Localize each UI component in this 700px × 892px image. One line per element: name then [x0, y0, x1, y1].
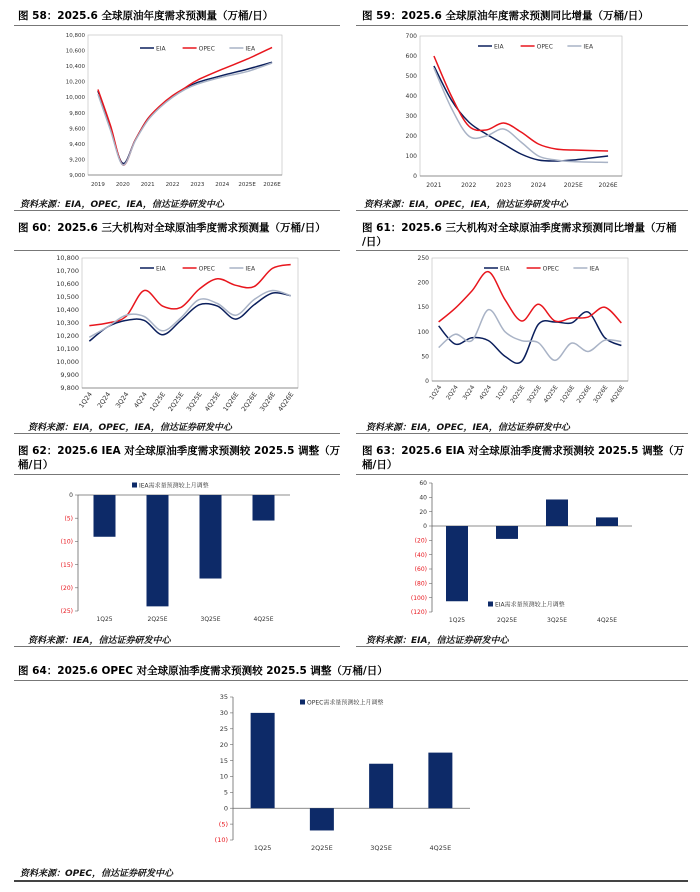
fig60-ytick-label: 10,200	[56, 332, 79, 340]
fig58-ytick-label: 10,000	[65, 95, 85, 102]
fig59-xtick-label: 2025E	[563, 182, 583, 189]
fig64-ytick-label: 5	[223, 788, 228, 797]
fig58-ytick-label: 10,200	[65, 79, 85, 86]
fig62-bar-1q25	[94, 495, 116, 537]
fig62-title-rule	[14, 474, 340, 475]
fig61-xtick-label: 1Q24	[428, 384, 444, 402]
fig59-title: 图 59：2025.6 全球原油年度需求预测同比增量（万桶/日）	[362, 10, 649, 22]
fig60-ytick-label: 10,100	[56, 345, 79, 353]
fig60-title: 图 60：2025.6 三大机构对全球原油季度需求预测量（万桶/日）	[18, 222, 326, 234]
fig63-ytick-label: (120)	[410, 609, 427, 617]
fig64-xtick-label: 4Q25E	[429, 844, 452, 852]
fig62-title: 图 62：2025.6 IEA 对全球原油季度需求预测较 2025.5 调整（万	[18, 445, 341, 457]
fig63-chart	[390, 478, 640, 628]
fig60-source-rule	[14, 433, 340, 434]
fig61-series-iea-line	[439, 310, 622, 361]
fig58-source-rule	[14, 210, 340, 211]
fig64-legend-label: OPEC需求量预测较上月调整	[307, 699, 384, 707]
fig59-ytick-label: 400	[405, 93, 417, 100]
fig62-xtick-label: 2Q25E	[147, 616, 168, 623]
fig60-xtick-label: 4Q24	[132, 390, 149, 410]
fig63-xtick-label: 4Q25E	[597, 617, 617, 624]
fig63-ytick-label: 20	[419, 508, 427, 516]
fig60-xtick-label: 4Q26E	[276, 390, 296, 413]
fig58-xtick-label: 2021	[140, 182, 155, 188]
fig61-source: 资料来源：EIA，OPEC，IEA，信达证券研发中心	[366, 423, 570, 433]
fig64-source-rule	[14, 880, 688, 882]
fig62-legend-label: IEA需求量预测较上月调整	[139, 482, 209, 490]
fig60-chart	[48, 252, 308, 417]
fig58-xtick-label: 2020	[115, 182, 130, 188]
fig59-xtick-label: 2022	[461, 182, 477, 189]
fig59-series-opec-line	[434, 56, 608, 151]
fig62-ytick-label: 0	[69, 492, 73, 500]
fig60-ytick-label: 9,900	[60, 371, 79, 379]
fig64-ytick-label: 20	[219, 740, 228, 749]
fig58-title: 图 58：2025.6 全球原油年度需求预测量（万桶/日）	[18, 10, 274, 22]
fig59-xtick-label: 2024	[530, 182, 547, 189]
fig60-xtick-label: 1Q25E	[148, 390, 168, 413]
fig61-source-rule	[356, 433, 688, 434]
fig63-ytick-label: (20)	[414, 537, 427, 545]
fig61-xtick-label: 4Q25E	[542, 384, 560, 405]
fig64-bar-3q25e	[369, 764, 393, 808]
fig58-ytick-label: 9,800	[69, 110, 85, 117]
fig61-ytick-label: 0	[425, 378, 429, 385]
fig63-source-rule	[356, 646, 688, 647]
fig62-legend-swatch	[132, 483, 137, 488]
fig63-bar-2q25e	[496, 526, 518, 539]
fig59-legend-label-iea: IEA	[583, 43, 594, 51]
fig61-legend-label-eia: EIA	[500, 265, 510, 273]
fig60-ytick-label: 10,500	[56, 293, 79, 301]
fig63-ytick-label: (40)	[414, 551, 427, 559]
fig58-xtick-label: 2023	[190, 182, 205, 188]
fig63-bar-1q25	[446, 526, 468, 601]
fig62-bar-3q25e	[200, 495, 222, 579]
fig58-series-iea-line	[98, 63, 272, 165]
fig58-xtick-label: 2025E	[238, 182, 256, 188]
fig62-xtick-label: 3Q25E	[200, 616, 221, 623]
fig61-ytick-label: 100	[417, 328, 429, 336]
fig64-title-rule	[14, 680, 688, 681]
fig61-series-opec-line	[439, 272, 622, 323]
fig64-ytick-label: (10)	[214, 836, 228, 845]
fig61-xtick-label: 3Q26E	[592, 384, 610, 405]
fig60-ytick-label: 10,000	[56, 358, 79, 366]
fig58-xtick-label: 2024	[215, 182, 230, 188]
fig60-ytick-label: 10,400	[56, 306, 79, 314]
fig61-xtick-label: 3Q24	[461, 384, 477, 402]
fig62-xtick-label: 4Q25E	[253, 616, 274, 623]
fig61-xtick-label: 2Q25E	[509, 384, 527, 405]
fig59-source: 资料来源：EIA，OPEC，IEA，信达证券研发中心	[364, 200, 568, 210]
fig58-chart	[60, 28, 290, 193]
fig59-xtick-label: 2026E	[598, 182, 618, 189]
fig58-xtick-label: 2026E	[263, 182, 281, 188]
fig59-ytick-label: 100	[405, 153, 417, 160]
fig60-series-iea-line	[89, 290, 290, 337]
fig59-ytick-label: 700	[405, 33, 417, 40]
fig60-xtick-label: 1Q26E	[221, 390, 241, 413]
fig58-title-rule	[14, 25, 340, 26]
fig64-bar-4q25e	[428, 753, 452, 809]
fig61-xtick-label: 1Q26E	[558, 384, 577, 405]
fig64-title: 图 64：2025.6 OPEC 对全球原油季度需求预测较 2025.5 调整（万桶/日）	[18, 665, 388, 677]
fig59-ytick-label: 300	[405, 113, 417, 120]
fig64-xtick-label: 3Q25E	[370, 844, 392, 852]
fig64-ytick-label: 30	[219, 709, 228, 718]
fig63-xtick-label: 2Q25E	[497, 617, 517, 624]
fig59-xtick-label: 2021	[426, 182, 442, 189]
fig60-xtick-label: 3Q24	[113, 390, 131, 410]
fig59-xtick-label: 2023	[495, 182, 512, 189]
fig58-ytick-label: 10,400	[65, 64, 85, 71]
fig60-legend-label-opec: OPEC	[198, 265, 215, 273]
fig61-xtick-label: 2Q26E	[575, 384, 593, 405]
fig63-ytick-label: 60	[419, 480, 427, 488]
fig58-legend-label-opec: OPEC	[198, 45, 215, 53]
fig60-legend-label-iea: IEA	[245, 265, 256, 273]
fig63-legend-label: EIA需求量预测较上月调整	[495, 601, 565, 609]
fig63-bar-4q25e	[596, 517, 618, 526]
fig62-ytick-label: (5)	[64, 515, 73, 523]
fig64-ytick-label: 35	[219, 693, 228, 702]
fig63-ytick-label: 0	[423, 523, 427, 531]
fig63-source: 资料来源：EIA，信达证券研发中心	[366, 636, 509, 646]
fig58-legend-label-iea: IEA	[245, 45, 256, 53]
fig62-source-rule	[14, 646, 340, 647]
fig58-ytick-label: 9,400	[69, 141, 85, 148]
fig63-title-cont: 桶/日）	[362, 459, 398, 471]
fig63-legend-swatch	[488, 602, 493, 607]
fig59-ytick-label: 200	[405, 133, 417, 140]
fig60-source: 资料来源：EIA，OPEC，IEA，信达证券研发中心	[28, 423, 232, 433]
fig61-plot-frame	[432, 258, 628, 381]
fig59-ytick-label: 0	[413, 173, 417, 180]
fig58-ytick-label: 10,800	[65, 33, 85, 39]
fig63-bar-3q25e	[546, 499, 568, 526]
fig64-xtick-label: 2Q25E	[311, 844, 333, 852]
fig60-xtick-label: 3Q25E	[184, 390, 204, 413]
fig61-xtick-label: 3Q25E	[525, 384, 543, 405]
fig60-ytick-label: 9,800	[60, 384, 79, 392]
fig63-ytick-label: (80)	[414, 580, 427, 588]
fig61-ytick-label: 200	[417, 279, 429, 287]
fig63-ytick-label: (60)	[414, 566, 427, 574]
fig59-series-iea-line	[434, 68, 608, 162]
fig62-source: 资料来源：IEA，信达证券研发中心	[28, 636, 171, 646]
fig63-xtick-label: 3Q25E	[547, 617, 567, 624]
fig58-series-opec-line	[98, 47, 272, 165]
fig60-ytick-label: 10,600	[56, 280, 79, 288]
fig59-ytick-label: 600	[405, 53, 417, 60]
fig60-xtick-label: 1Q24	[77, 390, 94, 410]
fig64-bar-2q25e	[310, 808, 334, 830]
fig62-ytick-label: (15)	[60, 561, 73, 569]
fig58-ytick-label: 10,600	[65, 48, 85, 55]
fig64-xtick-label: 1Q25	[253, 844, 272, 852]
fig58-xtick-label: 2019	[90, 182, 105, 188]
fig63-ytick-label: 40	[419, 494, 427, 502]
fig61-legend-label-opec: OPEC	[542, 265, 559, 273]
fig62-ytick-label: (10)	[60, 538, 73, 546]
fig59-title-rule	[356, 25, 688, 26]
fig64-source: 资料来源：OPEC，信达证券研发中心	[20, 869, 174, 879]
fig64-chart	[200, 688, 480, 860]
fig62-chart	[50, 478, 300, 628]
fig61-title-cont: /日）	[362, 236, 387, 248]
fig58-ytick-label: 9,000	[69, 173, 85, 179]
fig59-source-rule	[356, 210, 688, 211]
fig63-xtick-label: 1Q25	[448, 617, 466, 624]
fig58-series-eia-line	[98, 62, 272, 163]
fig60-xtick-label: 4Q25E	[203, 390, 223, 413]
fig63-ytick-label: (100)	[410, 594, 427, 602]
fig60-xtick-label: 3Q26E	[258, 390, 278, 413]
fig62-bar-2q25e	[147, 495, 169, 606]
fig58-source: 资料来源：EIA，OPEC，IEA，信达证券研发中心	[20, 200, 224, 210]
fig64-ytick-label: 15	[219, 756, 228, 765]
fig62-xtick-label: 1Q25	[96, 616, 113, 623]
fig58-ytick-label: 9,200	[69, 157, 85, 164]
fig61-xtick-label: 2Q24	[444, 384, 460, 402]
fig63-title: 图 63：2025.6 EIA 对全球原油季度需求预测较 2025.5 调整（万	[362, 445, 685, 457]
fig63-title-rule	[356, 474, 688, 475]
fig60-ytick-label: 10,300	[56, 319, 79, 327]
fig61-ytick-label: 250	[417, 255, 429, 262]
fig60-ytick-label: 10,800	[56, 254, 79, 262]
fig62-ytick-label: (20)	[60, 585, 73, 592]
fig61-ytick-label: 150	[417, 304, 429, 312]
fig59-chart	[384, 28, 634, 193]
fig61-chart	[398, 252, 638, 417]
fig58-ytick-label: 9,600	[69, 126, 85, 133]
fig62-bar-4q25e	[253, 495, 275, 521]
fig61-xtick-label: 1Q25	[494, 384, 510, 402]
fig64-ytick-label: 10	[219, 772, 228, 781]
fig61-series-eia-line	[439, 312, 622, 364]
fig61-xtick-label: 4Q24	[478, 384, 494, 402]
fig60-xtick-label: 2Q24	[95, 390, 113, 410]
fig61-xtick-label: 4Q26E	[608, 384, 626, 405]
fig61-ytick-label: 50	[421, 353, 429, 361]
fig59-legend-label-opec: OPEC	[536, 43, 553, 51]
fig64-ytick-label: 25	[219, 724, 228, 733]
fig59-legend-label-eia: EIA	[494, 43, 504, 51]
fig59-ytick-label: 500	[405, 73, 417, 80]
fig61-legend-label-iea: IEA	[589, 265, 600, 273]
fig64-bar-1q25	[251, 713, 275, 808]
fig61-title-rule	[356, 250, 688, 251]
fig61-title: 图 61：2025.6 三大机构对全球原油季度需求预测同比增量（万桶	[362, 222, 677, 234]
fig58-legend-label-eia: EIA	[156, 45, 166, 53]
fig62-ytick-label: (25)	[60, 608, 73, 616]
fig60-title-rule	[14, 250, 340, 251]
fig60-ytick-label: 10,700	[56, 267, 79, 275]
fig64-ytick-label: (5)	[218, 820, 228, 829]
fig60-xtick-label: 2Q26E	[239, 390, 259, 413]
fig62-title-cont: 桶/日）	[18, 459, 54, 471]
fig60-legend-label-eia: EIA	[156, 265, 166, 273]
fig64-legend-swatch	[300, 700, 305, 705]
fig64-ytick-label: 0	[223, 804, 228, 813]
fig58-xtick-label: 2022	[165, 182, 180, 188]
fig60-xtick-label: 2Q25E	[166, 390, 186, 413]
